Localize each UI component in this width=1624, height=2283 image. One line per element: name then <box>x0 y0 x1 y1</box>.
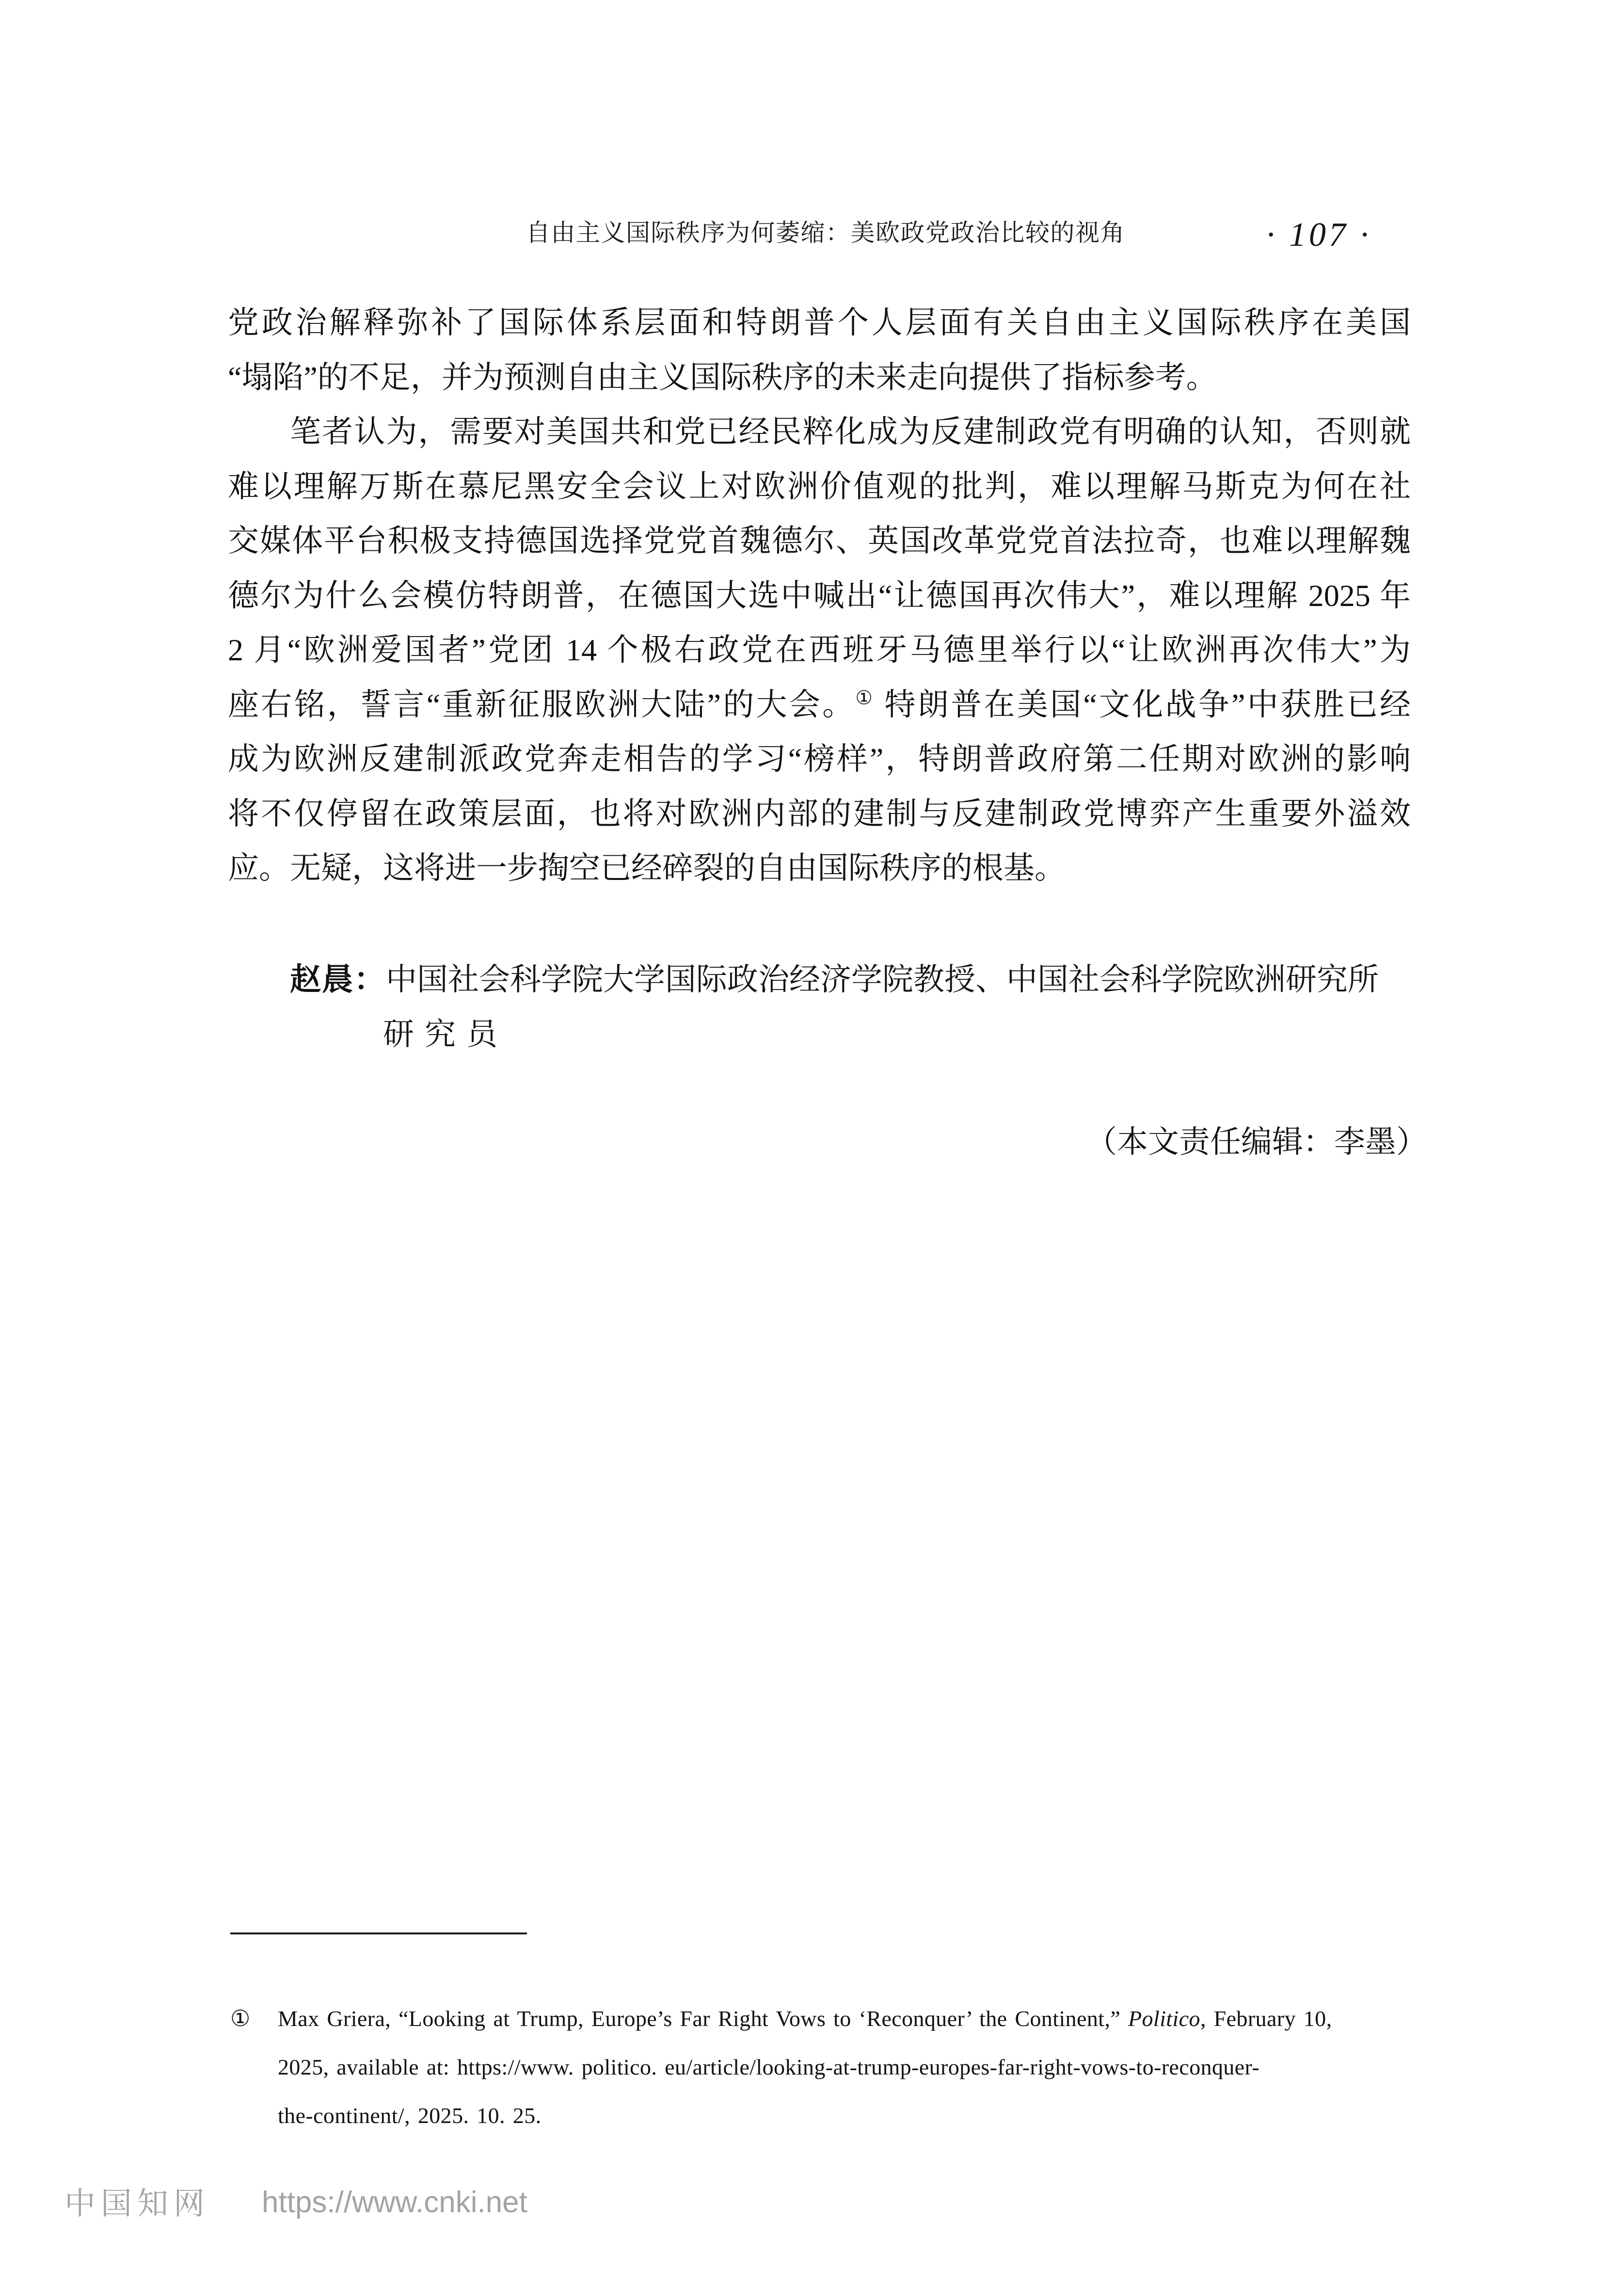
author-affiliation: 中国社会科学院大学国际政治经济学院教授、中国社会科学院欧洲研究所 <box>386 962 1379 997</box>
footnote-text: , February 10, <box>1200 2006 1332 2031</box>
running-head-title: 自由主义国际秩序为何萎缩：美欧政党政治比较的视角 <box>526 219 1125 246</box>
author-line <box>290 962 1379 997</box>
editor-credit: （本文责任编辑：李墨） <box>1086 1125 1427 1159</box>
cnki-brand-watermark: 中国知网 <box>64 2186 210 2221</box>
footnote-line: the-continent/, 2025. 10. 25. <box>278 2103 541 2128</box>
footnote-separator-rule <box>230 1932 527 1934</box>
cnki-url-watermark: https://www.cnki.net <box>262 2186 527 2219</box>
author-name: 赵晨： <box>290 962 386 997</box>
footnote-marker: ① <box>230 2006 251 2031</box>
body-line: 德尔为什么会模仿特朗普，在德国大选中喊出“让德国再次伟大”，难以理解 2025 年 <box>228 578 1411 613</box>
body-line: 2 月“欧洲爱国者”党团 14 个极右政党在西班牙马德里举行以“让欧洲再次伟大”为 <box>228 633 1411 667</box>
body-line: 将不仅停留在政策层面，也将对欧洲内部的建制与反建制政党博弈产生重要外溢效 <box>228 797 1411 831</box>
footnote-journal-name: Politico <box>1128 2006 1200 2031</box>
body-line: 笔者认为，需要对美国共和党已经民粹化成为反建制政党有明确的认知，否则就 <box>290 415 1411 449</box>
body-line: 难以理解万斯在慕尼黑安全会议上对欧洲价值观的批判，难以理解马斯克为何在社 <box>228 469 1411 504</box>
body-line: 成为欧洲反建制派政党奔走相告的学习“榜样”，特朗普政府第二任期对欧洲的影响 <box>228 742 1411 776</box>
footnote-text: Max Griera, “Looking at Trump, Europe’s Far Right Vows to ‘Reconquer’ the Continent,” <box>278 2006 1129 2031</box>
body-line: 党政治解释弥补了国际体系层面和特朗普个人层面有关自由主义国际秩序在美国 <box>228 305 1411 340</box>
body-text: 座右铭，誓言“重新征服欧洲大陆”的大会。 <box>228 687 856 722</box>
footnote-line <box>278 2005 1332 2032</box>
body-line: 交媒体平台积极支持德国选择党党首魏德尔、英国改革党党首法拉奇，也难以理解魏 <box>228 524 1411 558</box>
body-line: 应。无疑，这将进一步掏空已经碎裂的自由国际秩序的根基。 <box>228 851 1066 885</box>
body-line: “塌陷”的不足，并为预测自由主义国际秩序的未来走向提供了指标参考。 <box>228 360 1217 395</box>
footnote-line: 2025, available at: https://www. politico. eu/article/looking-at-trump-europes-far-right-vows-to-reconquer- <box>278 2055 1260 2079</box>
author-affiliation-continued: 研究员 <box>383 1017 508 1052</box>
body-line-with-footnote-ref <box>228 687 1411 722</box>
footnote-reference-mark: ① <box>855 687 875 709</box>
body-text: 特朗普在美国“文化战争”中获胜已经 <box>875 687 1411 722</box>
page-number: · 107 · <box>1266 216 1371 254</box>
